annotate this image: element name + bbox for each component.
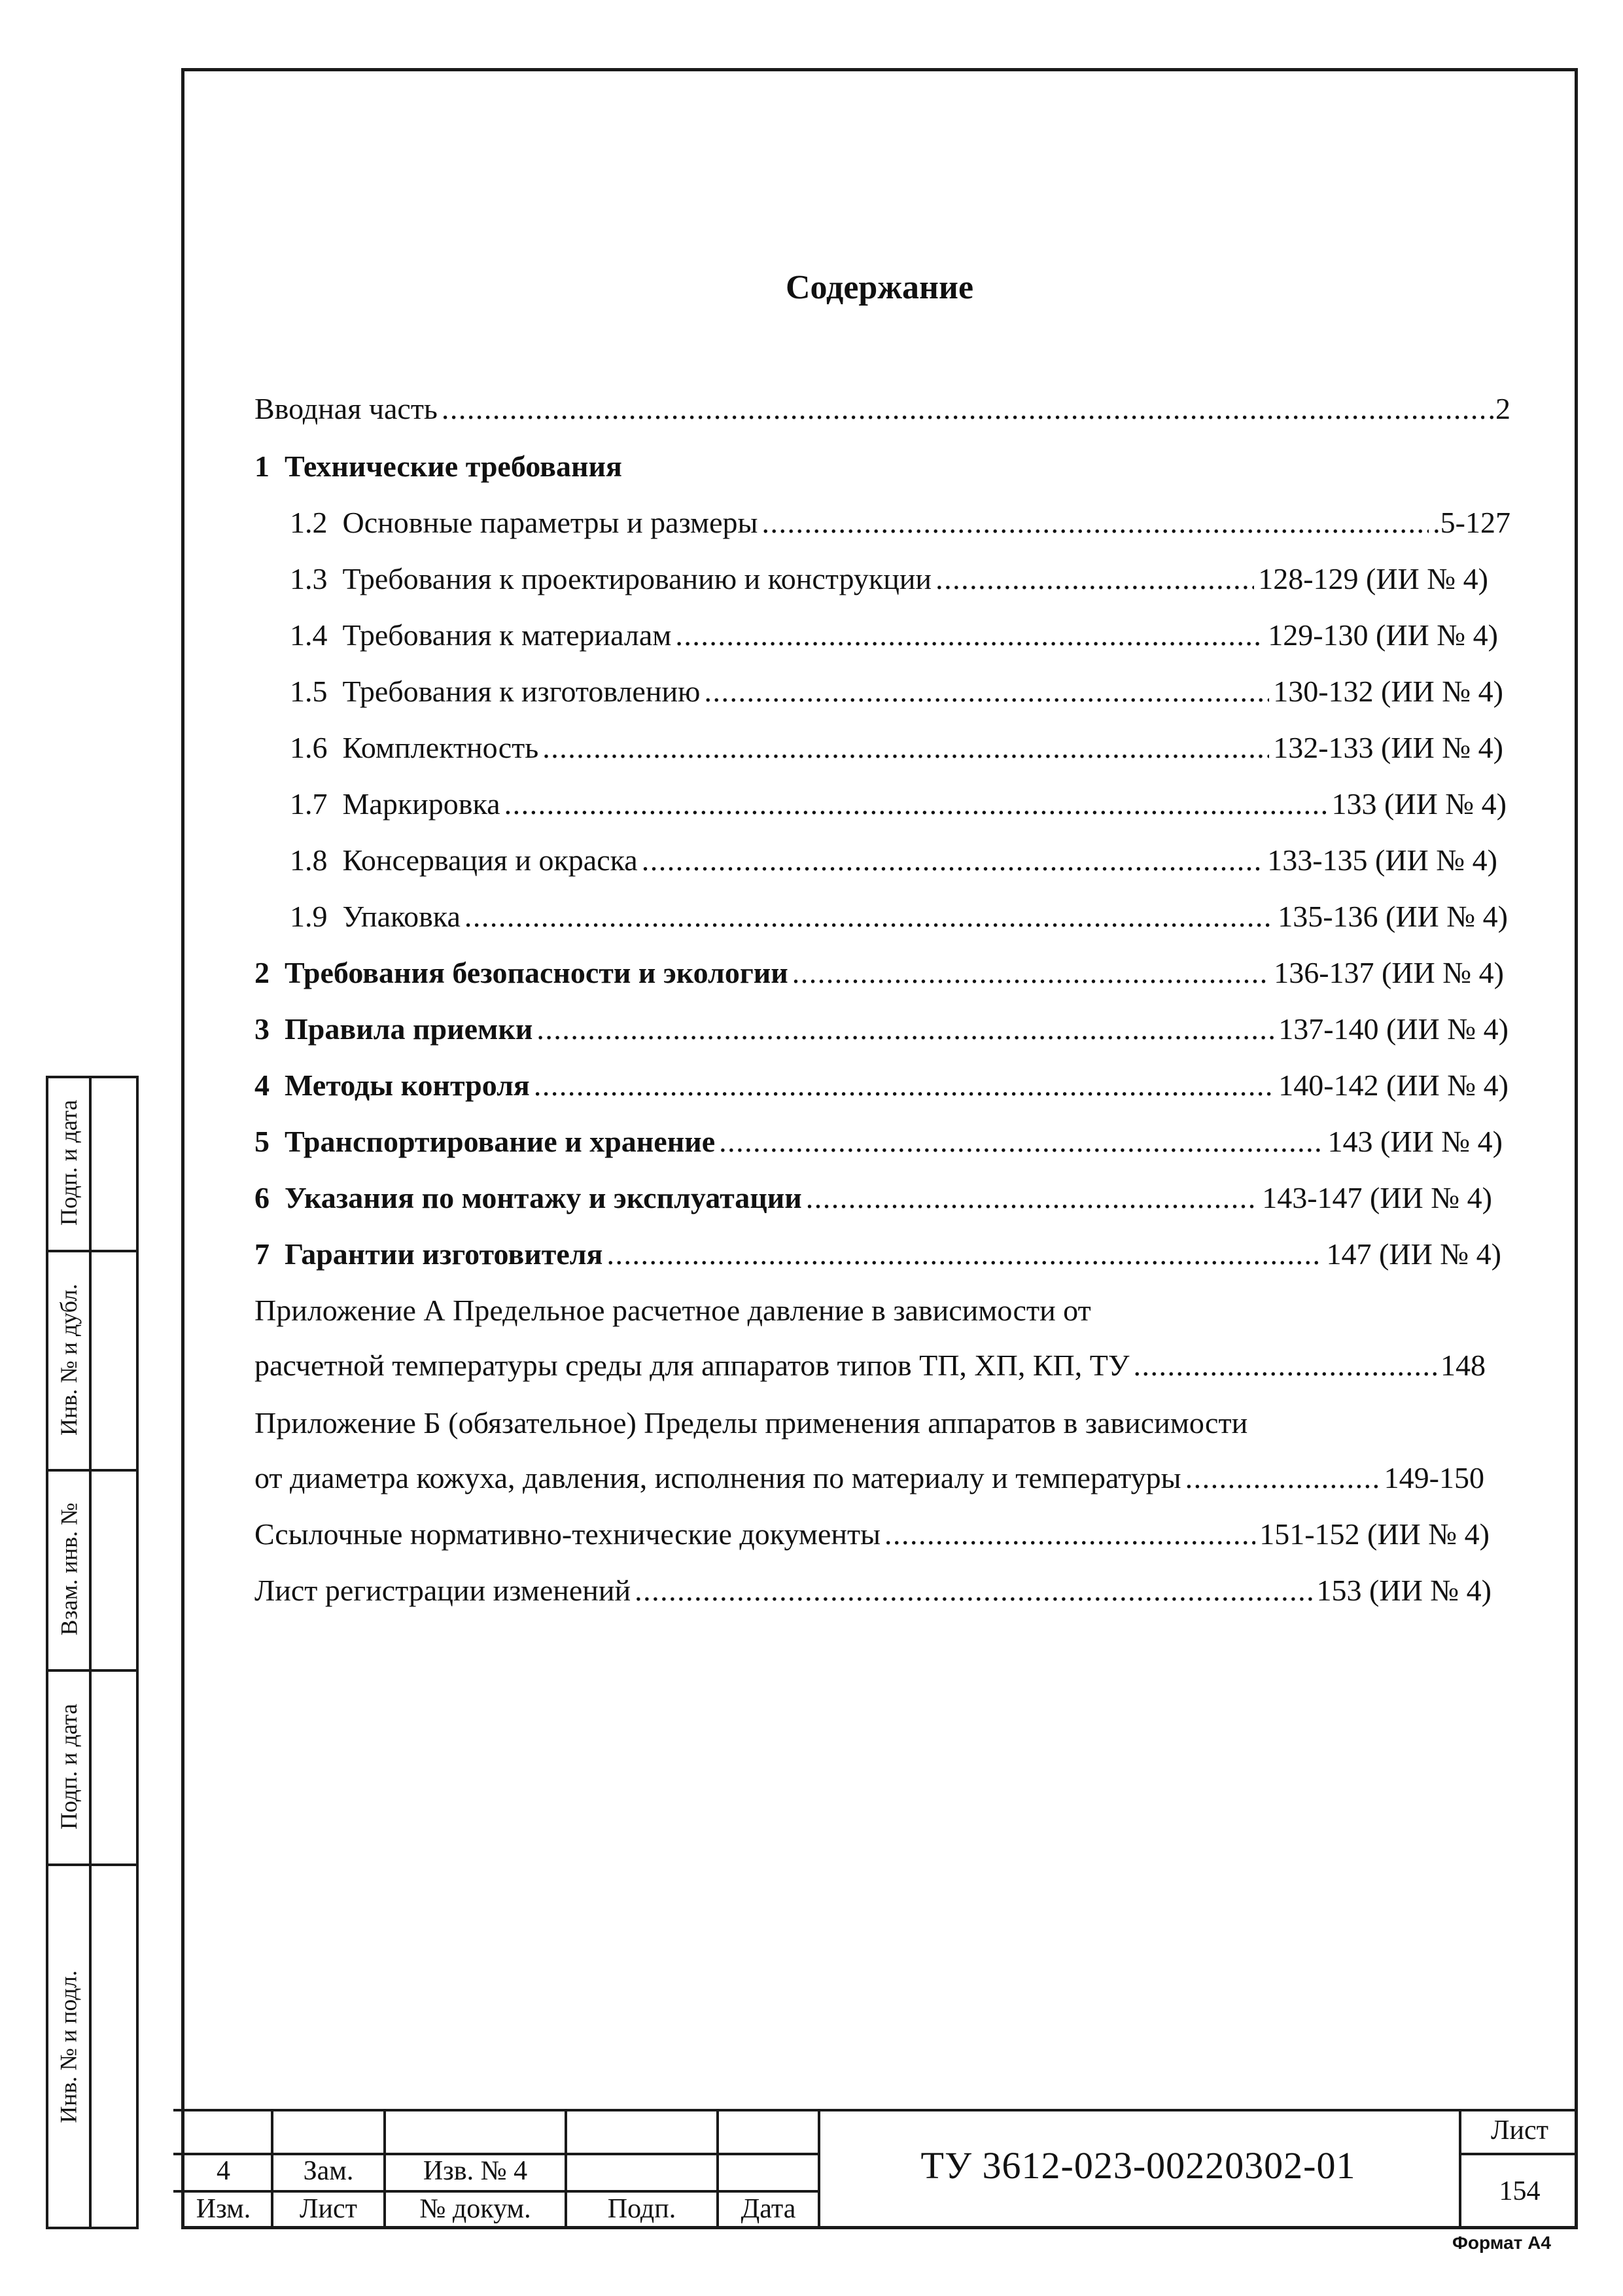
- toc-label: 2 Требования безопасности и экологии: [254, 956, 788, 989]
- toc-entry: [254, 1013, 1509, 1046]
- toc-appendix-line: Приложение Б (обязательное) Пределы применения аппаратов в зависимости: [254, 1406, 1248, 1439]
- toc-leader: [1185, 1462, 1380, 1495]
- side-stamp-cell: [46, 1469, 92, 1669]
- toc-leader: [536, 1013, 1274, 1046]
- toc-label: 1.7 Маркировка: [290, 787, 500, 821]
- toc-label: 1.5 Требования к изготовлению: [290, 675, 701, 708]
- side-stamp-label: Инв. № и дубл.: [56, 1283, 82, 1436]
- toc-leader: [534, 1069, 1274, 1103]
- toc-leader: [719, 1125, 1323, 1159]
- side-stamp-label: Подп. и дата: [56, 1703, 82, 1829]
- toc-entry: [254, 1069, 1509, 1103]
- toc-page: 133-135 (ИИ № 4): [1267, 843, 1497, 877]
- toc-entry: [254, 1518, 1490, 1551]
- toc-page: 153 (ИИ № 4): [1316, 1574, 1492, 1607]
- toc-label: 1.6 Комплектность: [290, 731, 539, 764]
- revision-number: 4: [217, 2156, 230, 2186]
- toc-entry: [290, 563, 1488, 596]
- toc-page: .2: [1488, 392, 1510, 425]
- revision-document: Изв. № 4: [423, 2156, 528, 2186]
- page-title: Содержание: [785, 269, 974, 306]
- toc-page: 130-132 (ИИ № 4): [1273, 675, 1503, 708]
- side-stamp-label: Взам. инв. №: [56, 1502, 82, 1636]
- header-data: Дата: [741, 2194, 796, 2224]
- toc-entry: [290, 900, 1508, 934]
- side-stamp-cell: [46, 1863, 92, 2229]
- header-izm: Изм.: [196, 2194, 251, 2224]
- toc-label: 1.3 Требования к проектированию и конструкции: [290, 562, 932, 595]
- toc-leader: [504, 788, 1328, 821]
- toc-page: 149-150: [1384, 1461, 1484, 1494]
- toc-leader: [704, 675, 1269, 709]
- header-list: Лист: [300, 2194, 357, 2224]
- side-stamp-label: Инв. № и подл.: [56, 1969, 82, 2123]
- toc-entry: [254, 393, 1510, 426]
- toc-label: 1.4 Требования к материалам: [290, 618, 672, 652]
- toc-label: Вводная часть: [254, 392, 438, 425]
- toc-label: 1.2 Основные параметры и размеры: [290, 506, 758, 539]
- toc-entry: [254, 1182, 1492, 1215]
- toc-leader: [635, 1574, 1312, 1608]
- toc-leader: [675, 619, 1264, 652]
- toc-leader: [761, 506, 1429, 540]
- toc-section-heading: [254, 450, 622, 484]
- format-label: Формат А4: [1452, 2233, 1551, 2253]
- toc-label: Ссылочные нормативно-технические документы: [254, 1517, 881, 1551]
- toc-entry: [290, 732, 1503, 765]
- title-block-line: [1459, 2153, 1578, 2155]
- toc-page: 147 (ИИ № 4): [1326, 1237, 1501, 1271]
- toc-leader: [806, 1182, 1258, 1215]
- toc-page: 143-147 (ИИ № 4): [1262, 1181, 1492, 1214]
- toc-label: 1.8 Консервация и окраска: [290, 843, 638, 877]
- toc-label: 5 Транспортирование и хранение: [254, 1125, 716, 1158]
- document-code: ТУ 3612-023-00220302-01: [920, 2144, 1356, 2187]
- toc-leader: [884, 1518, 1255, 1551]
- toc-label: 1.9 Упаковка: [290, 900, 461, 933]
- side-stamp-cell: [46, 1250, 92, 1469]
- toc-leader: [642, 844, 1264, 877]
- toc-label: 3 Правила приемки: [254, 1012, 533, 1046]
- toc-leader: [464, 900, 1274, 934]
- side-stamp-cell: [46, 1076, 92, 1250]
- toc-page: 129-130 (ИИ № 4): [1268, 618, 1498, 652]
- toc-page: 136-137 (ИИ № 4): [1274, 956, 1504, 989]
- toc-page: 133 (ИИ № 4): [1331, 787, 1507, 821]
- toc-entry: [290, 506, 1510, 540]
- toc-appendix-line: Приложение А Предельное расчетное давление в зависимости от: [254, 1294, 1091, 1327]
- toc-entry: [290, 675, 1503, 709]
- toc-entry: [254, 1349, 1486, 1383]
- toc-entry: [254, 1574, 1492, 1608]
- revision-sheet: Зам.: [303, 2156, 354, 2186]
- toc-leader: [606, 1238, 1322, 1271]
- sheet-number: 154: [1499, 2176, 1541, 2206]
- toc-entry: [290, 788, 1507, 821]
- side-stamp-label: Подп. и дата: [56, 1099, 82, 1226]
- title-block-line: [173, 2190, 818, 2193]
- toc-label: 4 Методы контроля: [254, 1069, 530, 1102]
- toc-page: .5-127: [1433, 506, 1510, 539]
- sheet-label: Лист: [1491, 2115, 1548, 2146]
- toc-entry: [254, 1462, 1484, 1495]
- toc-page: 137-140 (ИИ № 4): [1278, 1012, 1509, 1046]
- toc-page: 140-142 (ИИ № 4): [1278, 1069, 1509, 1102]
- toc-label: 6 Указания по монтажу и эксплуатации: [254, 1181, 802, 1214]
- toc-entry: [290, 619, 1498, 652]
- toc-label: 7 Гарантии изготовителя: [254, 1237, 603, 1271]
- toc-label: от диаметра кожуха, давления, исполнения по материалу и температуры: [254, 1461, 1181, 1494]
- header-podp: Подп.: [607, 2194, 676, 2224]
- toc-page: 148: [1440, 1349, 1486, 1382]
- toc-page: 143 (ИИ № 4): [1327, 1125, 1503, 1158]
- toc-page: 135-136 (ИИ № 4): [1278, 900, 1508, 933]
- toc-leader: [792, 957, 1270, 990]
- toc-page: 132-133 (ИИ № 4): [1273, 731, 1503, 764]
- toc-leader: [1133, 1349, 1437, 1383]
- toc-label: расчетной температуры среды для аппаратов типов ТП, ХП, КП, ТУ: [254, 1349, 1130, 1382]
- toc-entry: [290, 844, 1497, 877]
- header-doc: № докум.: [419, 2194, 531, 2224]
- toc-page: 128-129 (ИИ № 4): [1258, 562, 1488, 595]
- side-stamp-cell: [46, 1669, 92, 1863]
- toc-entry: [254, 957, 1504, 990]
- toc-entry: [254, 1125, 1503, 1159]
- toc-page: 151-152 (ИИ № 4): [1259, 1517, 1490, 1551]
- toc-label: Лист регистрации изменений: [254, 1574, 631, 1607]
- toc-entry: [254, 1238, 1501, 1271]
- toc-label: 1 Технические требования: [254, 450, 622, 483]
- toc-leader: [935, 563, 1254, 596]
- toc-leader: [442, 393, 1484, 426]
- toc-leader: [542, 732, 1269, 765]
